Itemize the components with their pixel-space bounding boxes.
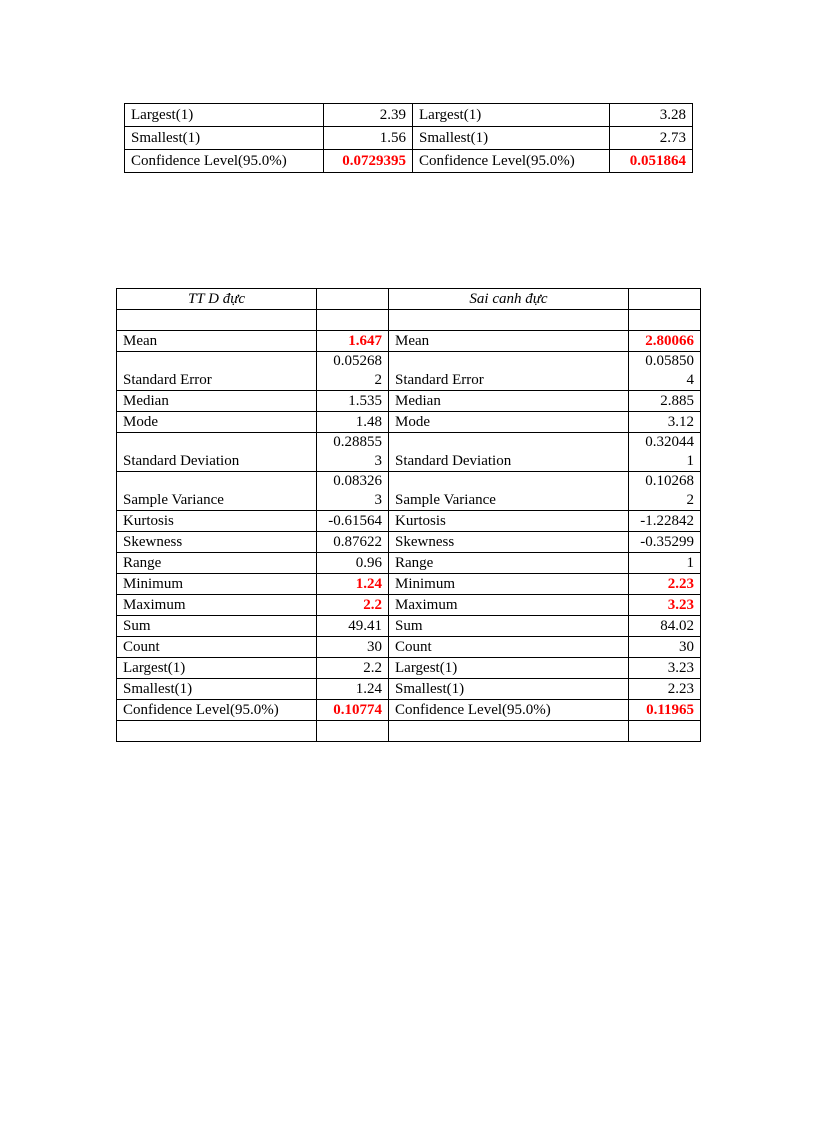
row-label: Confidence Level(95.0%) [389,700,629,721]
row-label: Median [117,391,317,412]
value-line-2: 3 [374,453,382,469]
blank-row [117,721,701,742]
row-value-highlight: 0.051864 [610,150,693,173]
value-line-1: 0.32044 [645,434,694,450]
right-value-highlight: 2.23 [629,574,701,595]
left-value: -0.61564 [317,511,389,532]
row-label: Smallest(1) [413,127,610,150]
row-label: Smallest(1) [117,679,317,700]
left-value: 1.48 [317,412,389,433]
value-line-2: 1 [686,453,694,469]
left-value-highlight: 2.2 [317,595,389,616]
row-label: Smallest(1) [125,127,324,150]
row-label: Skewness [389,532,629,553]
row-label: Median [389,391,629,412]
left-group-header: TT D đực [117,289,317,310]
table-row-standard-deviation [117,433,701,472]
row-label: Largest(1) [117,658,317,679]
table-row [125,127,693,150]
table-row-mean [117,331,701,352]
right-value [629,433,701,472]
row-label: Maximum [389,595,629,616]
row-label: Range [117,553,317,574]
row-value: 1.56 [324,127,413,150]
empty-cell [389,721,629,742]
table-row-standard-error [117,352,701,391]
row-label: Standard Deviation [389,433,629,472]
row-label: Standard Error [117,352,317,391]
right-value: 2.23 [629,679,701,700]
row-label: Largest(1) [125,104,324,127]
row-label: Standard Deviation [117,433,317,472]
empty-cell [629,721,701,742]
row-label: Sample Variance [389,472,629,511]
table-row-sample-variance [117,472,701,511]
empty-cell [317,721,389,742]
table-row-mode [117,412,701,433]
right-value: -1.22842 [629,511,701,532]
right-value: 84.02 [629,616,701,637]
left-value: 2.2 [317,658,389,679]
left-value: 49.41 [317,616,389,637]
table-row-skewness [117,532,701,553]
value-line-1: 0.05850 [645,353,694,369]
row-label: Minimum [389,574,629,595]
right-value-highlight: 0.11965 [629,700,701,721]
left-value: 0.87622 [317,532,389,553]
row-label: Kurtosis [389,511,629,532]
row-label: Confidence Level(95.0%) [413,150,610,173]
right-value: 3.23 [629,658,701,679]
left-value [317,472,389,511]
value-line-2: 2 [374,372,382,388]
empty-cell [317,289,389,310]
empty-cell [629,289,701,310]
value-line-2: 3 [374,492,382,508]
left-value: 1.24 [317,679,389,700]
table-row-sum [117,616,701,637]
header-row [117,289,701,310]
table-row-confidence [117,700,701,721]
table-row-smallest [117,679,701,700]
right-value-highlight: 2.80066 [629,331,701,352]
right-value: 3.12 [629,412,701,433]
row-label: Count [117,637,317,658]
table-row-minimum [117,574,701,595]
table-row [125,104,693,127]
right-group-header: Sai canh đực [389,289,629,310]
value-line-1: 0.08326 [333,473,382,489]
value-line-1: 0.10268 [645,473,694,489]
left-value: 0.96 [317,553,389,574]
row-label: Maximum [117,595,317,616]
row-label: Mean [117,331,317,352]
left-value-highlight: 1.24 [317,574,389,595]
empty-cell [629,310,701,331]
row-value-highlight: 0.0729395 [324,150,413,173]
row-label: Confidence Level(95.0%) [117,700,317,721]
row-value: 2.73 [610,127,693,150]
left-value-highlight: 1.647 [317,331,389,352]
left-value: 30 [317,637,389,658]
empty-cell [117,721,317,742]
value-line-1: 0.28855 [333,434,382,450]
top-summary-table [124,103,693,173]
right-value: -0.35299 [629,532,701,553]
row-value: 3.28 [610,104,693,127]
row-label: Confidence Level(95.0%) [125,150,324,173]
row-label: Range [389,553,629,574]
empty-cell [389,310,629,331]
row-label: Sum [117,616,317,637]
value-line-1: 0.05268 [333,353,382,369]
row-label: Sample Variance [117,472,317,511]
row-label: Largest(1) [389,658,629,679]
left-value [317,433,389,472]
row-label: Smallest(1) [389,679,629,700]
table-row [125,150,693,173]
row-value: 2.39 [324,104,413,127]
blank-row [117,310,701,331]
row-label: Largest(1) [413,104,610,127]
left-value [317,352,389,391]
table-row-median [117,391,701,412]
row-label: Skewness [117,532,317,553]
table-row-maximum [117,595,701,616]
row-label: Count [389,637,629,658]
row-label: Mode [117,412,317,433]
right-value [629,472,701,511]
table-row-count [117,637,701,658]
row-label: Kurtosis [117,511,317,532]
empty-cell [117,310,317,331]
row-label: Mean [389,331,629,352]
table-row-kurtosis [117,511,701,532]
row-label: Mode [389,412,629,433]
table-row-largest [117,658,701,679]
empty-cell [317,310,389,331]
row-label: Minimum [117,574,317,595]
value-line-2: 2 [686,492,694,508]
table-row-range [117,553,701,574]
right-value-highlight: 3.23 [629,595,701,616]
right-value: 30 [629,637,701,658]
right-value [629,352,701,391]
row-label: Standard Error [389,352,629,391]
left-value: 1.535 [317,391,389,412]
value-line-2: 4 [686,372,694,388]
right-value: 2.885 [629,391,701,412]
left-value-highlight: 0.10774 [317,700,389,721]
row-label: Sum [389,616,629,637]
descriptive-stats-table [116,288,701,742]
right-value: 1 [629,553,701,574]
